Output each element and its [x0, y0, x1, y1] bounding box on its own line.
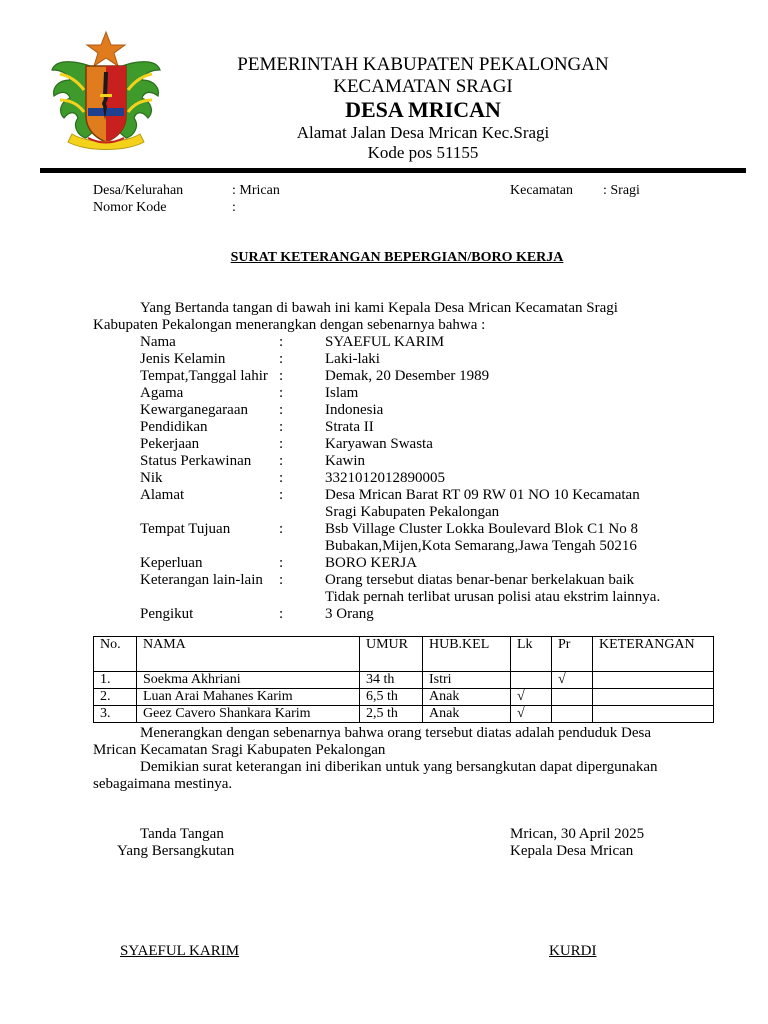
- field-colon: :: [279, 487, 284, 503]
- field-value: Laki-laki: [325, 351, 380, 367]
- letter-title: SURAT KETERANGAN BEPERGIAN/BORO KERJA: [230, 250, 564, 265]
- signature-right-title: Kepala Desa Mrican: [510, 843, 634, 859]
- cell-nama: Soekma Akhriani: [137, 672, 360, 689]
- intro-line-2: Kabupaten Pekalongan menerangkan dengan sebenarnya bahwa :: [93, 317, 486, 333]
- kecamatan-label: Kecamatan: [510, 183, 573, 198]
- table-row: [94, 706, 714, 723]
- cell-keterangan: [593, 689, 714, 706]
- field-colon: :: [279, 521, 284, 537]
- cell-keterangan: [593, 706, 714, 723]
- closing-p1-line-1: Menerangkan dengan sebenarnya bahwa orang tersebut diatas adalah penduduk Desa: [140, 725, 652, 741]
- table-row: [94, 689, 714, 706]
- field-label: Status Perkawinan: [140, 453, 252, 469]
- cell-pr: √: [552, 672, 593, 689]
- field-colon: :: [279, 606, 284, 622]
- field-value: Karyawan Swasta: [325, 436, 433, 452]
- table-header-row: [94, 637, 714, 672]
- closing-p2-line-1: Demikian surat keterangan ini diberikan untuk yang bersangkutan dapat dipergunakan: [140, 759, 658, 775]
- field-value: Islam: [325, 385, 359, 401]
- field-value: Indonesia: [325, 402, 384, 418]
- field-label: Agama: [140, 385, 184, 401]
- field-value-continued: Bubakan,Mijen,Kota Semarang,Jawa Tengah 50216: [325, 538, 637, 554]
- field-colon: :: [279, 419, 284, 435]
- cell-no: 3.: [94, 706, 137, 723]
- closing-p1-line-2: Mrican Kecamatan Sragi Kabupaten Pekalongan: [93, 742, 386, 758]
- field-value: Bsb Village Cluster Lokka Boulevard Blok C1 No 8: [325, 521, 638, 537]
- field-value-continued: Sragi Kabupaten Pekalongan: [325, 504, 500, 520]
- closing-p2-line-2: sebagaimana mestinya.: [93, 776, 233, 792]
- field-value: 3 Orang: [325, 606, 374, 622]
- table-row: [94, 672, 714, 689]
- field-value-continued: Tidak pernah terlibat urusan polisi atau ekstrim lainnya.: [325, 589, 661, 605]
- desa-value: : Mrican: [232, 183, 280, 198]
- cell-nama: Geez Cavero Shankara Karim: [137, 706, 360, 723]
- kecamatan-value: : Sragi: [603, 183, 640, 198]
- field-value: Desa Mrican Barat RT 09 RW 01 NO 10 Kecamatan: [325, 487, 640, 503]
- field-value: Strata II: [325, 419, 374, 435]
- cell-umur: 6,5 th: [360, 689, 423, 706]
- field-colon: :: [279, 453, 284, 469]
- letterhead-district: KECAMATAN SRAGI: [333, 76, 513, 97]
- cell-keterangan: [593, 672, 714, 689]
- intro-line-1: Yang Bertanda tangan di bawah ini kami Kepala Desa Mrican Kecamatan Sragi: [140, 300, 618, 316]
- header-keterangan: KETERANGAN: [593, 637, 714, 672]
- field-value: SYAEFUL KARIM: [325, 334, 445, 350]
- field-label: Alamat: [140, 487, 185, 503]
- field-colon: :: [279, 402, 284, 418]
- header-lk: Lk: [511, 637, 552, 672]
- cell-umur: 2,5 th: [360, 706, 423, 723]
- letterhead-divider: [40, 168, 746, 173]
- cell-pr: [552, 706, 593, 723]
- field-label: Keperluan: [140, 555, 203, 571]
- cell-umur: 34 th: [360, 672, 423, 689]
- field-colon: :: [279, 334, 284, 350]
- field-value: Kawin: [325, 453, 365, 469]
- signature-right-date: Mrican, 30 April 2025: [510, 826, 645, 842]
- field-value: Demak, 20 Desember 1989: [325, 368, 490, 384]
- nomor-kode-label: Nomor Kode: [93, 200, 167, 215]
- cell-no: 2.: [94, 689, 137, 706]
- field-colon: :: [279, 555, 284, 571]
- field-label: Jenis Kelamin: [140, 351, 226, 367]
- header-hub-kel: HUB.KEL: [423, 637, 511, 672]
- cell-hub-kel: Anak: [423, 706, 511, 723]
- cell-pr: [552, 689, 593, 706]
- field-label: Pengikut: [140, 606, 194, 622]
- field-colon: :: [279, 385, 284, 401]
- letterhead-village: DESA MRICAN: [345, 97, 501, 122]
- cell-hub-kel: Istri: [423, 672, 511, 689]
- cell-no: 1.: [94, 672, 137, 689]
- letterhead-postcode: Kode pos 51155: [367, 143, 479, 162]
- cell-lk: √: [511, 706, 552, 723]
- field-label: Nama: [140, 334, 176, 350]
- cell-lk: √: [511, 689, 552, 706]
- cell-nama: Luan Arai Mahanes Karim: [137, 689, 360, 706]
- signature-right-name: KURDI: [549, 943, 597, 959]
- signature-left-name: SYAEFUL KARIM: [120, 943, 240, 959]
- cell-hub-kel: Anak: [423, 689, 511, 706]
- desa-label: Desa/Kelurahan: [93, 183, 184, 198]
- nomor-kode-value: :: [232, 200, 236, 215]
- signature-left-caption-2: Yang Bersangkutan: [117, 843, 235, 859]
- field-label: Tempat Tujuan: [140, 521, 231, 537]
- header-pr: Pr: [552, 637, 593, 672]
- header-no: No.: [94, 637, 137, 672]
- header-nama: NAMA: [137, 637, 360, 672]
- letterhead-address: Alamat Jalan Desa Mrican Kec.Sragi: [296, 123, 550, 142]
- followers-table: [93, 636, 714, 723]
- field-label: Pekerjaan: [140, 436, 200, 452]
- letterhead-government: PEMERINTAH KABUPATEN PEKALONGAN: [237, 54, 609, 75]
- field-value: BORO KERJA: [325, 555, 418, 571]
- field-label: Kewarganegaraan: [140, 402, 248, 418]
- field-value: 3321012012890005: [325, 470, 445, 486]
- field-value: Orang tersebut diatas benar-benar berkelakuan baik: [325, 572, 635, 588]
- cell-lk: [511, 672, 552, 689]
- field-colon: :: [279, 572, 284, 588]
- field-label: Nik: [140, 470, 163, 486]
- field-colon: :: [279, 436, 284, 452]
- field-label: Keterangan lain-lain: [140, 572, 263, 588]
- field-colon: :: [279, 470, 284, 486]
- signature-left-caption-1: Tanda Tangan: [140, 826, 224, 842]
- field-label: Tempat,Tanggal lahir: [140, 368, 268, 384]
- field-label: Pendidikan: [140, 419, 208, 435]
- header-umur: UMUR: [360, 637, 423, 672]
- field-colon: :: [279, 368, 284, 384]
- field-colon: :: [279, 351, 284, 367]
